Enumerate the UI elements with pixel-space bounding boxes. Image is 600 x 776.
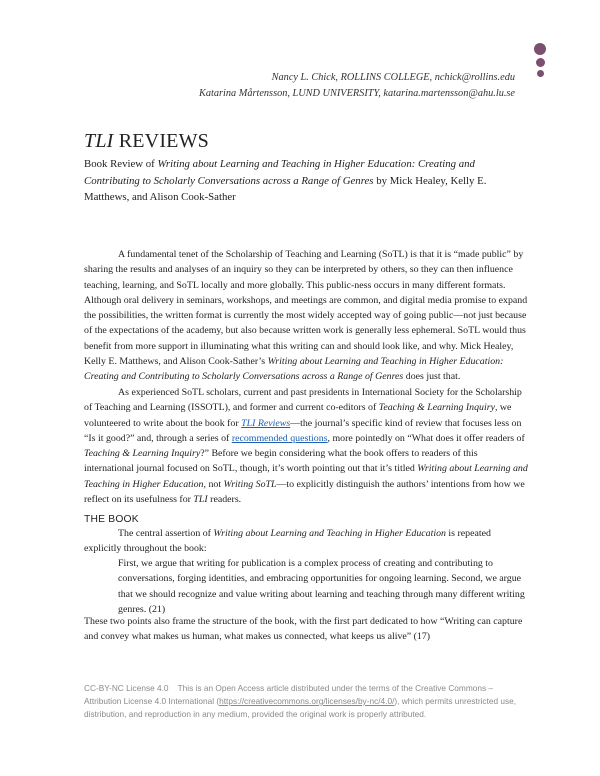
license-footer: CC-BY-NC License 4.0 This is an Open Access article distributed under the terms of the Creative Commons – Attribution License 4.0 International (https://creativecommons.org/licenses/by-nc/4.0/), which permits unrestricted use, distribution, and reproduction in any medium, provided the original work is properly attributed. (84, 683, 517, 719)
paragraph-3: The central assertion of Writing about Learning and Teaching in Higher Education is repeated explicitly throughout the book: (84, 528, 491, 555)
paragraph-2: As experienced SoTL scholars, current and past presidents in International Society for the Scholarship of Teaching and Learning (ISSOTL), and former and current co-editors of Teaching & Learning Inquiry, we volunteered to write about the book for TLI Reviews—the journal’s specific kind of review that focuses less on “Is it good?” and, through a series of recommended questions, more pointedly on “What does it offer readers of Teaching & Learning Inquiry?” Before we begin considering what the book offers to readers of this international journal focused on SoTL, though, it’s worth pointing out that it’s titled Writing about Learning and Teaching in Higher Education, not Writing SoTL—to explicitly distinguish the authors’ intentions from how we reflect on its usefulness for TLI readers. (84, 387, 528, 505)
paragraph-4: These two points also frame the structure of the book, with the first part dedicated to how “Writing can capture and convey what makes us human, what makes us connected, what keeps us alive” (17) (84, 616, 523, 643)
the-book-heading: THE BOOK (84, 514, 139, 525)
author-line-1: Nancy L. Chick, ROLLINS COLLEGE, nchick@rollins.edu (271, 72, 515, 83)
review-heading-prefix: Book Review of (84, 158, 158, 170)
section-title-tli: TLI (84, 130, 114, 152)
section-title (84, 130, 209, 153)
paragraph-1: A fundamental tenet of the Scholarship of Teaching and Learning (SoTL) is that it is “made public” by sharing the results and analyses of an inquiry so they can be interpreted by others, so they can then influence teaching, learning, and SoTL locally and more globally. This public-ness occurs in many different formats. Although oral delivery in seminars, workshops, and meetings are common, and digital media promise to expand the possibilities, the written format is currently the most widely accepted way of going public—not just because of the expectations of the academy, but also because written work is generally less ephemeral. SoTL would thus benefit from more support in illuminating what this writing can and should look like, and why. Mick Healey, Kelly E. Matthews, and Alison Cook-Sather’s Writing about Learning and Teaching in Higher Education: Creating and Contributing to Scholarly Conversations across a Range of Genres does just that. (84, 249, 528, 382)
review-heading (84, 156, 524, 206)
recommended-questions-link[interactable]: recommended questions (231, 432, 328, 444)
review-heading-authors: by Mick Healey, Kelly E. Matthews, and Alison Cook-Sather (84, 174, 487, 203)
review-heading-book-title: Writing about Learning and Teaching in Higher Education: Creating and Contributing to Scholarly Conversations across a Range of Genres (84, 158, 475, 187)
tli-reviews-link[interactable]: TLI Reviews (241, 417, 291, 429)
author-line-2: Katarina Mårtensson, LUND UNIVERSITY, katarina.martensson@ahu.lu.se (198, 88, 515, 99)
license-url-link[interactable]: https://creativecommons.org/licenses/by-nc/4.0/ (219, 696, 395, 706)
license-label: CC-BY-NC License 4.0 (84, 683, 169, 693)
block-quote: First, we argue that writing for publication is a complex process of creating and contributing to conversations, forging identities, and embracing opportunities for ongoing learning. Second, we argue that we should recognize and value writing about learning and teaching through many different writing genres. (21) (118, 558, 525, 615)
author-block (199, 70, 515, 102)
section-title-reviews: REVIEWS (118, 130, 209, 152)
